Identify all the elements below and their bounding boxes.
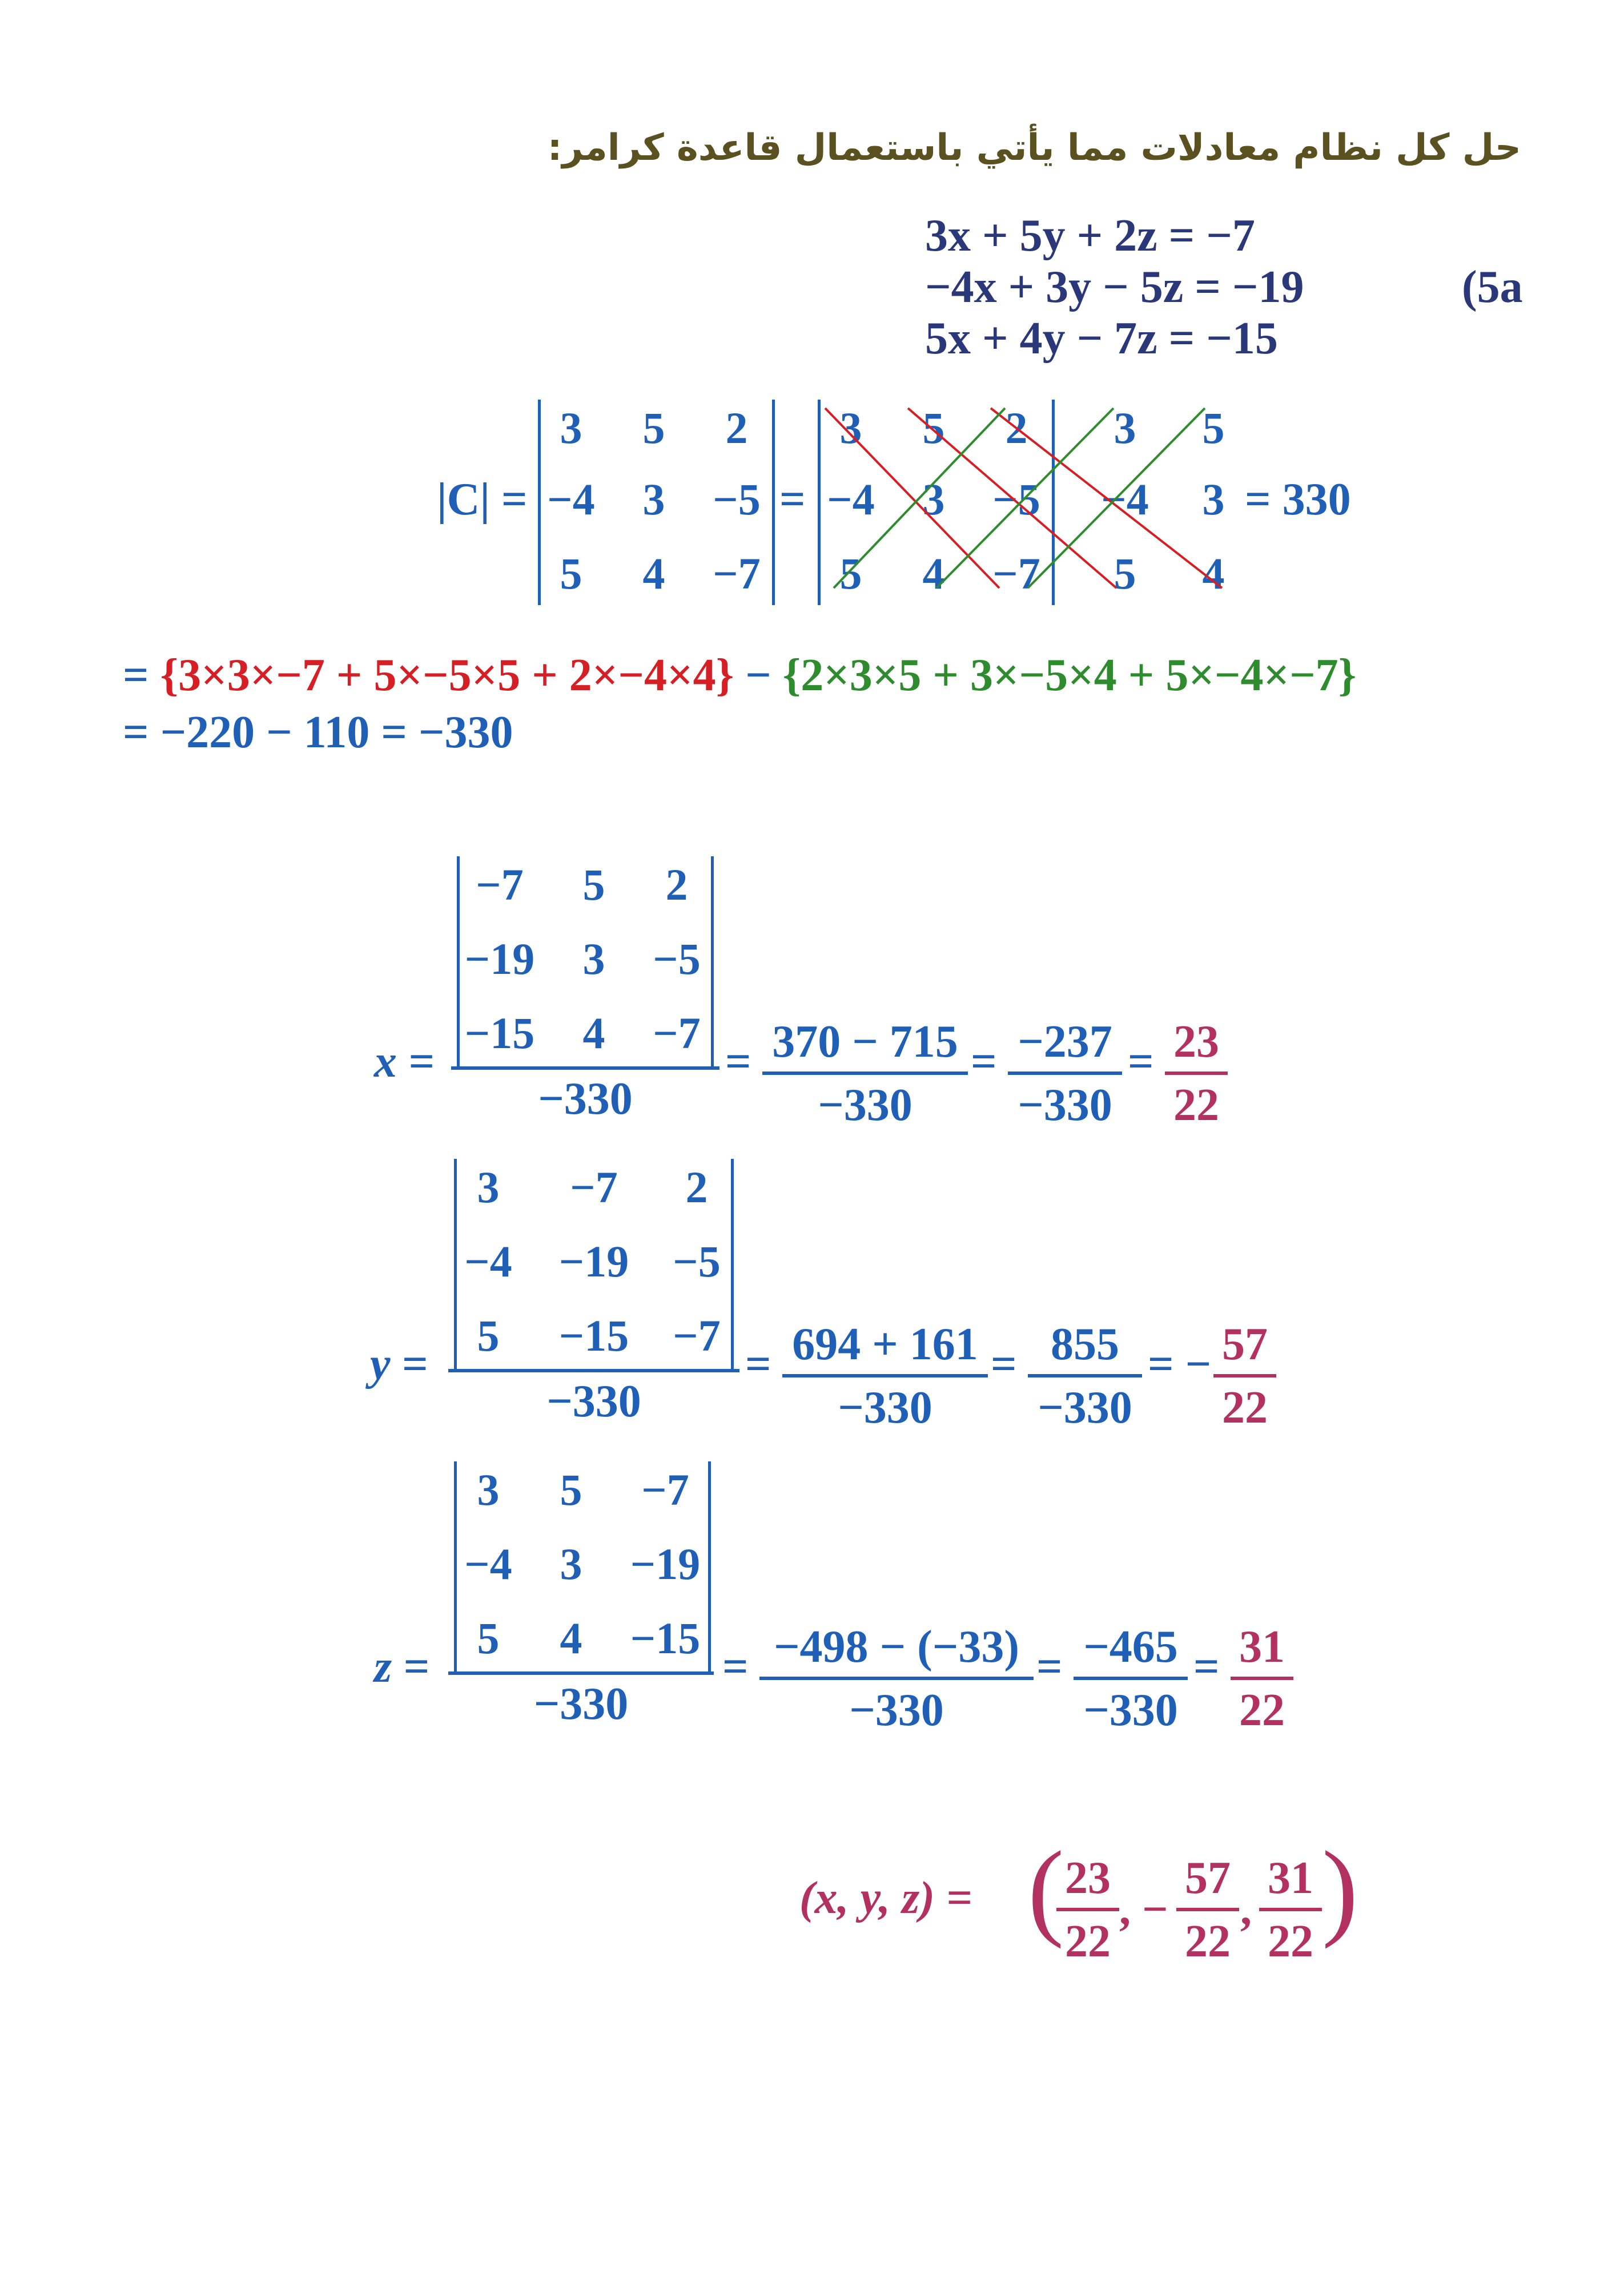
matrix-cell: −5 [653, 934, 701, 984]
matrix-cell: 2 [1005, 403, 1028, 453]
fraction-denominator: −330 [838, 1383, 932, 1433]
fraction-denominator: 22 [1065, 1916, 1111, 1967]
fraction-denominator: −330 [1018, 1080, 1112, 1130]
matrix-cell: 5 [922, 403, 945, 453]
z-fraction-1 [759, 1621, 1034, 1737]
fraction-numerator: −237 [1018, 1017, 1112, 1067]
matrix-cell: 4 [642, 549, 665, 598]
negative-diagonal-1 [834, 408, 1005, 588]
positive-diagonal-1 [825, 408, 999, 588]
matrix-cell: 5 [477, 1613, 500, 1663]
matrix-cell: −4 [827, 474, 875, 524]
fraction-numerator: −465 [1083, 1622, 1178, 1672]
z-main-bar [448, 1671, 714, 1675]
fraction-numerator: −498 − (−33) [773, 1622, 1020, 1672]
y-answer [1213, 1319, 1276, 1434]
fraction-numerator: 31 [1239, 1622, 1285, 1672]
fraction-numerator: 31 [1268, 1853, 1313, 1903]
det-c-result-text: = 330 [1245, 474, 1351, 525]
matrix-cell: 4 [922, 549, 945, 598]
fraction-bar [1165, 1072, 1228, 1075]
matrix-cell: −15 [630, 1613, 701, 1663]
matrix-cell: −19 [558, 1236, 629, 1286]
matrix-cell: 5 [560, 1465, 582, 1514]
matrix-cell: 3 [922, 474, 945, 524]
matrix-cell: 3 [839, 403, 862, 453]
z-eq-2: = [1036, 1642, 1063, 1692]
y-label: y = [370, 1339, 428, 1389]
fraction-denominator: −330 [849, 1685, 944, 1735]
fraction-numerator: 370 − 715 [772, 1017, 958, 1067]
fraction-denominator: 22 [1185, 1916, 1231, 1967]
solution-z [1259, 1852, 1322, 1968]
fraction-numerator: 57 [1222, 1319, 1268, 1369]
expansion-minus: − [745, 650, 771, 700]
fraction-bar [1074, 1677, 1188, 1680]
x-den: −330 [538, 1074, 633, 1124]
fraction-numerator: 23 [1065, 1853, 1111, 1903]
matrix-cell: −4 [464, 1236, 512, 1286]
z-fraction-2 [1074, 1621, 1188, 1737]
matrix-cell: −15 [464, 1008, 535, 1058]
matrix-cell: 3 [477, 1465, 500, 1514]
matrix-cell: −7 [653, 1008, 701, 1058]
matrix-cell: −7 [570, 1162, 618, 1212]
matrix-cell: 5 [839, 549, 862, 598]
solution-close-paren: ) [1322, 1830, 1358, 1949]
matrix-cell: 4 [1202, 549, 1225, 598]
fraction-bar [762, 1072, 968, 1075]
det-c-equals-1: = [779, 474, 806, 525]
fraction-numerator: 57 [1185, 1853, 1231, 1903]
matrix-cell: 3 [477, 1162, 500, 1212]
matrix-cell: 3 [1114, 403, 1136, 453]
fraction-bar [1259, 1908, 1322, 1911]
matrix-cell: 4 [582, 1008, 605, 1058]
matrix-cell: −5 [673, 1236, 721, 1286]
x-main-bar [451, 1066, 719, 1070]
x-eq-1: = [725, 1037, 751, 1087]
matrix-cell: 2 [725, 403, 748, 453]
matrix-cell: −5 [992, 474, 1040, 524]
matrix-cell: −15 [558, 1311, 629, 1360]
equation-3: 5x + 4y − 7z = −15 [925, 313, 1278, 364]
solution-y [1176, 1852, 1239, 1968]
matrix-cell: −4 [547, 474, 595, 524]
fraction-denominator: 22 [1173, 1080, 1219, 1130]
z-label: z = [374, 1642, 429, 1692]
fraction-bar [782, 1374, 988, 1377]
fraction-numerator: 855 [1051, 1319, 1119, 1369]
matrix-cell: 5 [582, 860, 605, 909]
matrix-cell: 3 [560, 1539, 582, 1589]
fraction-denominator: 22 [1222, 1383, 1268, 1433]
fraction-bar [1176, 1908, 1239, 1911]
matrix-cell: −7 [476, 860, 524, 909]
expansion-line-2: = −220 − 110 = −330 [123, 707, 513, 758]
expansion-positive-terms: {3×3×−7 + 5×−5×5 + 2×−4×4} [160, 650, 734, 700]
det-c-label: |C| = [437, 474, 528, 525]
matrix-cell: 3 [1202, 474, 1225, 524]
z-eq-1: = [722, 1642, 749, 1692]
fraction-numerator: 694 + 161 [792, 1319, 978, 1369]
equation-1: 3x + 5y + 2z = −7 [925, 211, 1255, 261]
matrix-cell: 5 [560, 549, 582, 598]
y-eq-1: = [745, 1339, 771, 1389]
matrix-cell: 5 [1202, 403, 1225, 453]
x-fraction-1 [762, 1016, 968, 1131]
y-fraction-1 [782, 1319, 988, 1434]
solution-comma-2: , [1240, 1884, 1252, 1935]
fraction-denominator: −330 [818, 1080, 913, 1130]
x-label: x = [374, 1037, 435, 1087]
fraction-bar [1028, 1374, 1142, 1377]
fraction-bar [1056, 1908, 1119, 1911]
matrix-cell: 5 [642, 403, 665, 453]
matrix-cell: −4 [464, 1539, 512, 1589]
z-det-bar-right [708, 1461, 711, 1673]
matrix-cell: 3 [560, 403, 582, 453]
matrix-cell: −4 [1101, 474, 1149, 524]
fraction-denominator: 22 [1239, 1685, 1285, 1735]
matrix-cell: −19 [464, 934, 535, 984]
matrix-cell: −7 [641, 1465, 689, 1514]
fraction-bar [759, 1677, 1034, 1680]
fraction-denominator: −330 [1083, 1685, 1178, 1735]
matrix-cell: 4 [560, 1613, 582, 1663]
matrix-cell: 3 [582, 934, 605, 984]
fraction-bar [1231, 1677, 1293, 1680]
solution-open-paren: ( [1028, 1830, 1064, 1949]
y-eq-2: = [991, 1339, 1017, 1389]
expansion-equals: = [123, 650, 149, 700]
problem-label: (5a [1462, 262, 1523, 312]
fraction-bar [1008, 1072, 1122, 1075]
z-answer [1231, 1621, 1293, 1737]
x-eq-2: = [971, 1037, 997, 1087]
matrix-cell: 3 [642, 474, 665, 524]
matrix-cell: 2 [685, 1162, 708, 1212]
y-eq-3: = − [1148, 1339, 1212, 1389]
matrix-cell: −7 [713, 549, 761, 598]
matrix-cell: 2 [665, 860, 688, 909]
matrix-cell: −5 [713, 474, 761, 524]
x-det-bar-left [457, 856, 460, 1068]
solution-comma-1: , − [1119, 1884, 1168, 1935]
z-eq-3: = [1193, 1642, 1220, 1692]
y-den: −330 [546, 1376, 641, 1427]
matrix-cell: −7 [673, 1311, 721, 1360]
solution-lhs: (x, y, z) = [799, 1873, 972, 1923]
problem-title: حل كل نظام معادلات مما يأتي باستعمال قاعدة كرامر: [547, 127, 1521, 169]
negative-diagonal-3 [1028, 408, 1205, 588]
fraction-numerator: 23 [1173, 1017, 1219, 1067]
fraction-bar [1213, 1374, 1276, 1377]
matrix-cell: −19 [630, 1539, 701, 1589]
matrix-cell: 5 [477, 1311, 500, 1360]
matrix-cell: 5 [1114, 549, 1136, 598]
solution-x [1056, 1852, 1119, 1968]
expansion-negative-terms: {2×3×5 + 3×−5×4 + 5×−4×−7} [782, 650, 1357, 700]
x-fraction-2 [1008, 1016, 1122, 1131]
matrix-cell: −7 [992, 549, 1040, 598]
fraction-denominator: −330 [1038, 1383, 1132, 1433]
y-main-bar [448, 1369, 739, 1372]
x-answer [1165, 1016, 1228, 1131]
expansion-line-1 [123, 650, 1356, 702]
x-eq-3: = [1128, 1037, 1154, 1087]
y-fraction-2 [1028, 1319, 1142, 1434]
equation-2: −4x + 3y − 5z = −19 [925, 262, 1304, 312]
fraction-denominator: 22 [1268, 1916, 1313, 1967]
positive-diagonal-2 [908, 408, 1116, 588]
z-den: −330 [533, 1679, 629, 1729]
